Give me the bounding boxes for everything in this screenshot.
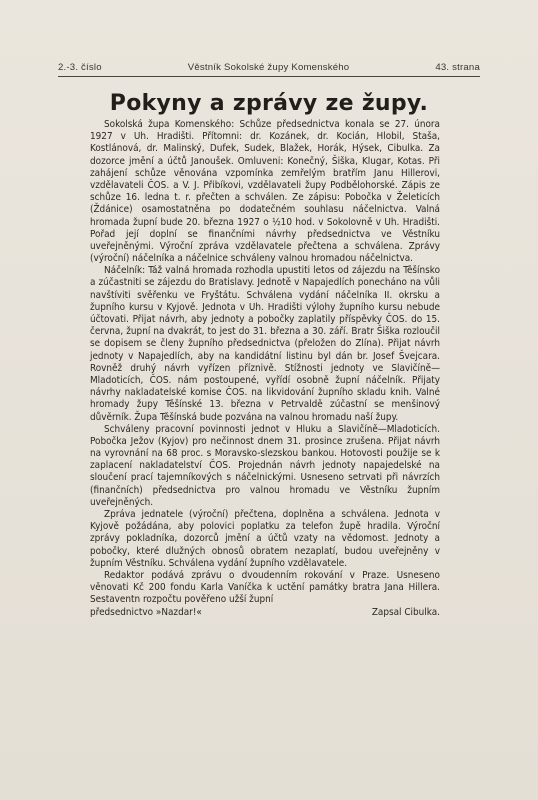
article-title: Pokyny a zprávy ze župy. — [109, 91, 429, 116]
paragraph: Sokolská župa Komenského: Schůze předsednictva konala se 27. února 1927 v Uh. Hradišti. Přítomni: dr. Kozánek, dr. Kocián, Hlobil, Staša, Kostlánová, dr. Malinský, Dufek, Sudek, Blažek, Horák, Hýsek, Cibulka. Za dozorce jmění a účtů Janoušek. Omluveni: Konečný, Šiška, Klugar, Kotas. Při zahájení schůze věnována vzpomínka zemřelým bratřím Janu Hillerovi, vzdělavateli ČOS. a V. J. Přibíkovi, vzdělavateli župy Podbělohorské. Zápis ze schůze 16. ledna t. r. přečten a schválen. Ze zápisu: Pobočka v Želeticích (Ždánice) osamostatněna po dodatečném souhlasu náčelnictva. Valná hromada župní bude 20. března 1927 o ½10 hod. v Sokolovně v Uh. Hradišti. Pořad její doplní se finančními návrhy předsednictva ve Věstníku uveřejněnými. Výroční zpráva vzdělavatele přečtena a schválena. Zprávy (výroční) náčelníka a náčelnice schváleny valnou hromadou náčelnictva. — [90, 119, 440, 265]
running-header — [58, 62, 480, 73]
header-rule — [58, 76, 480, 77]
signature: Zapsal Cibulka. — [371, 606, 440, 618]
closing-line — [90, 607, 440, 619]
paragraph: Schváleny pracovní povinnosti jednot v Hluku a Slavičíně—Mladoticích. Pobočka Ježov (Kyjov) pro nečinnost dnem 31. prosince zrušena. Přijat návrh na vyrovnání na 68 proc. s Moravsko-slezskou bankou. Hotovosti použije se k zaplacení nakladatelství ČOS. Projednán návrh jednoty napajedelské na sloučení prací tajemníkových s náčelnickými. Usneseno setrvati při návrzích (finančních) předsednictva pro valnou hromadu ve Věstníku župním uveřejněných. — [90, 423, 440, 508]
journal-title: Věstník Sokolské župy Komenského — [187, 62, 350, 73]
issue-number: 2.-3. číslo — [58, 62, 102, 73]
closing-text: předsednictvo »Nazdar!« — [90, 606, 202, 618]
article-body — [90, 119, 440, 619]
paragraph: Redaktor podává zprávu o dvoudenním rokování v Praze. Usneseno věnovati Kč 200 fondu Karla Vaníčka k uctění památky bratra Jana Hillera. Sestaventn rozpočtu pověřeno užší župní — [90, 569, 440, 606]
paragraph: Náčelník: Táž valná hromada rozhodla upustiti letos od zájezdu na Těšínsko a zúčastniti se zájezdu do Bratislavy. Jednotě v Napajedlích ponecháno na vůli navštíviti svěřenku ve Fryštátu. Schválena vydání náčelníka II. okrsku a župního kursu v Kyjově. Jednota v Uh. Hradišti výlohy župního kursu nebude účtovati. Přijat návrh, aby jednoty a pobočky zaplatily příspěvky ČOS. do 15. června, župní na dvakrát, to jest do 31. března a 30. září. Bratr Šiška rozloučil se dopisem se členy župního předsednictva (přeložen do Zlína). Přijat návrh jednoty v Napajedlích, aby na kandidátní listinu byl dán br. Josef Švejcara. Rovněž druhý návrh vyřízen příznivě. Stížnosti jednoty ve Slavičíně—Mladoticích, ČOS. nám postoupené, vyřídí osobně župní náčelník. Přijaty návrhy nakladatelské komise ČOS. na likvidování župního skladu knih. Valné hromady župy Těšínské 13. března v Petrvaldě zúčastní se menšinový důvěrník. Župa Těšínská bude pozvána na valnou hromadu naší župy. — [90, 265, 440, 423]
page-number: 43. strana — [435, 62, 480, 73]
paragraph: Zpráva jednatele (výroční) přečtena, doplněna a schválena. Jednota v Kyjově požádána, aby polovici poplatku za telefon župě hradila. Výroční zprávy pokladníka, dozorců jmění a účtů vzaty na vědomost. Jednoty a pobočky, které dlužných obnosů obratem nezaplatí, budou uveřejněny v župním Věstníku. Schválena vydání župního vzdělavatele. — [90, 509, 440, 569]
